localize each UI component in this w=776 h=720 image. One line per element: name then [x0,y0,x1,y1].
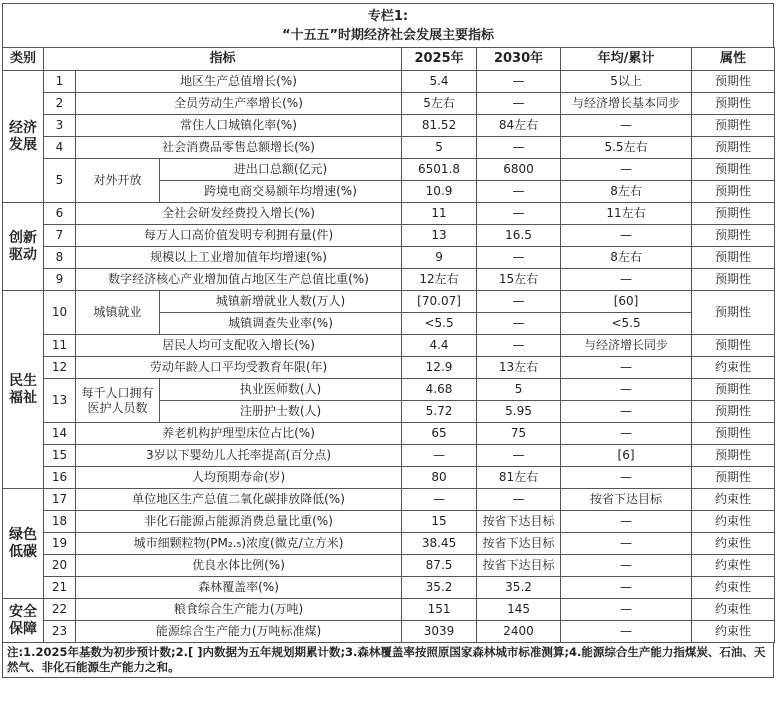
indicator-name: 城市细颗粒物(PM₂.₅)浓度(微克/立方米) [76,533,402,555]
value-2025: 12.9 [402,357,477,379]
table-row [3,599,775,621]
value-2025: 38.45 [402,533,477,555]
indicator-name: 注册护士数(人) [160,401,402,423]
value-average: — [561,533,692,555]
row-number: 9 [44,269,76,291]
value-2025: 65 [402,423,477,445]
value-2030: — [477,247,561,269]
value-2025: 87.5 [402,555,477,577]
value-average: 11左右 [561,203,692,225]
value-2030: 16.5 [477,225,561,247]
attribute: 预期性 [692,93,775,115]
row-number: 6 [44,203,76,225]
value-average: — [561,467,692,489]
indicator-name: 人均预期寿命(岁) [76,467,402,489]
value-2025: 3039 [402,621,477,643]
table-row [3,115,775,137]
attribute: 预期性 [692,401,775,423]
value-2025: <5.5 [402,313,477,335]
attribute: 约束性 [692,577,775,599]
value-2025: — [402,445,477,467]
value-2030: 按省下达目标 [477,533,561,555]
row-number: 16 [44,467,76,489]
value-2030: — [477,71,561,93]
table-row [3,555,775,577]
value-2025: 13 [402,225,477,247]
table-row [3,203,775,225]
attribute: 预期性 [692,159,775,181]
indicator-name: 跨境电商交易额年均增速(%) [160,181,402,203]
category-security: 安全保障 [3,599,44,643]
value-average: — [561,555,692,577]
value-average: — [561,379,692,401]
value-2030: — [477,489,561,511]
col-average: 年均/累计 [561,48,692,71]
row-number: 15 [44,445,76,467]
table-row [3,269,775,291]
value-average: [6] [561,445,692,467]
table-row [3,423,775,445]
attribute: 预期性 [692,335,775,357]
attribute: 预期性 [692,269,775,291]
value-average: — [561,357,692,379]
attribute: 预期性 [692,203,775,225]
value-2025: 10.9 [402,181,477,203]
indicator-name: 常住人口城镇化率(%) [76,115,402,137]
attribute: 预期性 [692,291,775,335]
value-2030: — [477,313,561,335]
value-average: [60] [561,291,692,313]
table-row [3,577,775,599]
row-number: 23 [44,621,76,643]
value-2030: — [477,137,561,159]
value-2030: 81左右 [477,467,561,489]
row-number: 5 [44,159,76,203]
table-row [3,489,775,511]
value-2030: 按省下达目标 [477,511,561,533]
value-average: — [561,577,692,599]
value-2025: 11 [402,203,477,225]
col-2025: 2025年 [402,48,477,71]
value-2030: 5 [477,379,561,401]
value-2030: — [477,291,561,313]
indicator-name: 全社会研发经费投入增长(%) [76,203,402,225]
indicator-name: 城镇新增就业人数(万人) [160,291,402,313]
indicator-group: 城镇就业 [76,291,160,335]
value-average: — [561,511,692,533]
value-2030: 35.2 [477,577,561,599]
row-number: 11 [44,335,76,357]
attribute: 约束性 [692,533,775,555]
value-average: 按省下达目标 [561,489,692,511]
value-average: 8左右 [561,247,692,269]
value-2030: 145 [477,599,561,621]
value-average: 与经济增长基本同步 [561,93,692,115]
row-number: 21 [44,577,76,599]
row-number: 10 [44,291,76,335]
indicator-group: 每千人口拥有医护人员数 [76,379,160,423]
indicator-name: 粮食综合生产能力(万吨) [76,599,402,621]
row-number: 8 [44,247,76,269]
value-2025: 81.52 [402,115,477,137]
col-2030: 2030年 [477,48,561,71]
attribute: 预期性 [692,467,775,489]
table-row [3,621,775,643]
category-economy: 经济发展 [3,71,44,203]
indicator-name: 数字经济核心产业增加值占地区生产总值比重(%) [76,269,402,291]
value-2025: 5.4 [402,71,477,93]
indicator-name: 单位地区生产总值二氧化碳排放降低(%) [76,489,402,511]
attribute: 预期性 [692,115,775,137]
indicator-name: 地区生产总值增长(%) [76,71,402,93]
table-row [3,93,775,115]
indicator-name: 进出口总额(亿元) [160,159,402,181]
value-2025: — [402,489,477,511]
value-2025: 15 [402,511,477,533]
value-2030: 13左右 [477,357,561,379]
row-number: 14 [44,423,76,445]
indicator-name: 规模以上工业增加值年均增速(%) [76,247,402,269]
value-average: — [561,115,692,137]
indicator-group: 对外开放 [76,159,160,203]
value-2025: 151 [402,599,477,621]
value-average: — [561,423,692,445]
indicator-name: 非化石能源占能源消费总量比重(%) [76,511,402,533]
table-row [3,357,775,379]
attribute: 约束性 [692,511,775,533]
row-number: 19 [44,533,76,555]
value-2030: 84左右 [477,115,561,137]
row-number: 17 [44,489,76,511]
indicator-name: 3岁以下婴幼儿人托率提高(百分点) [76,445,402,467]
row-number: 22 [44,599,76,621]
row-number: 7 [44,225,76,247]
attribute: 预期性 [692,445,775,467]
col-indicator: 指标 [44,48,402,71]
attribute: 预期性 [692,181,775,203]
attribute: 预期性 [692,379,775,401]
table-row [3,533,775,555]
value-average: — [561,599,692,621]
indicator-name: 森林覆盖率(%) [76,577,402,599]
value-2030: 5.95 [477,401,561,423]
attribute: 约束性 [692,489,775,511]
row-number: 13 [44,379,76,423]
attribute: 约束性 [692,555,775,577]
value-average: <5.5 [561,313,692,335]
table-row [3,379,775,401]
value-2030: — [477,445,561,467]
indicator-name: 劳动年龄人口平均受教育年限(年) [76,357,402,379]
table-row [3,335,775,357]
value-average: — [561,621,692,643]
table-row [3,445,775,467]
value-average: 与经济增长同步 [561,335,692,357]
row-number: 12 [44,357,76,379]
indicator-name: 能源综合生产能力(万吨标准煤) [76,621,402,643]
table-row [3,225,775,247]
value-2025: 35.2 [402,577,477,599]
column-title: 专栏1: [367,9,409,24]
value-2030: — [477,181,561,203]
row-number: 20 [44,555,76,577]
attribute: 约束性 [692,599,775,621]
col-category: 类别 [3,48,44,71]
row-number: 1 [44,71,76,93]
attribute: 预期性 [692,225,775,247]
indicators-table [2,47,775,643]
table-row [3,159,775,181]
row-number: 2 [44,93,76,115]
table-row [3,247,775,269]
row-number: 18 [44,511,76,533]
value-2025: 5 [402,137,477,159]
value-2030: — [477,93,561,115]
indicator-document [0,3,776,720]
value-average: 8左右 [561,181,692,203]
indicator-name: 社会消费品零售总额增长(%) [76,137,402,159]
row-number: 3 [44,115,76,137]
value-2030: 按省下达目标 [477,555,561,577]
value-average: 5.5左右 [561,137,692,159]
value-2025: 9 [402,247,477,269]
category-green: 绿色低碳 [3,489,44,599]
indicator-name: 全员劳动生产率增长(%) [76,93,402,115]
category-innovation: 创新驱动 [3,203,44,291]
value-average: — [561,269,692,291]
indicator-name: 优良水体比例(%) [76,555,402,577]
table-row [3,467,775,489]
value-2030: 6800 [477,159,561,181]
header-row [3,48,775,71]
value-2030: 2400 [477,621,561,643]
table-title: “十五五”时期经济社会发展主要指标 [281,28,495,43]
table-row [3,71,775,93]
attribute: 预期性 [692,137,775,159]
value-2030: 75 [477,423,561,445]
footnote: 注:1.2025年基数为初步预计数;2.[ ]内数据为五年规划期累计数;3.森林覆盖率按照原国家森林城市标准测算;4.能源综合生产能力指煤炭、石油、天然气、非化石能源生产能力之和。 [2,643,774,678]
attribute: 预期性 [692,247,775,269]
table-row [3,291,775,313]
attribute: 约束性 [692,621,775,643]
value-2030: — [477,203,561,225]
indicator-name: 养老机构护理型床位占比(%) [76,423,402,445]
table-header-box [2,3,774,47]
indicator-name: 居民人均可支配收入增长(%) [76,335,402,357]
value-2025: 5.72 [402,401,477,423]
value-2025: 80 [402,467,477,489]
value-2030: 15左右 [477,269,561,291]
indicator-name: 执业医师数(人) [160,379,402,401]
attribute: 预期性 [692,71,775,93]
value-2025: 6501.8 [402,159,477,181]
value-average: 5以上 [561,71,692,93]
value-2025: 4.4 [402,335,477,357]
value-average: — [561,401,692,423]
value-2030: — [477,335,561,357]
value-2025: 4.68 [402,379,477,401]
indicator-name: 每万人口高价值发明专利拥有量(件) [76,225,402,247]
attribute: 约束性 [692,357,775,379]
indicator-name: 城镇调查失业率(%) [160,313,402,335]
category-livelihood: 民生福祉 [3,291,44,489]
table-row [3,137,775,159]
value-2025: [70.07] [402,291,477,313]
col-attribute: 属性 [692,48,775,71]
attribute: 预期性 [692,423,775,445]
value-2025: 12左右 [402,269,477,291]
value-2025: 5左右 [402,93,477,115]
row-number: 4 [44,137,76,159]
value-average: — [561,225,692,247]
table-row [3,511,775,533]
value-average: — [561,159,692,181]
